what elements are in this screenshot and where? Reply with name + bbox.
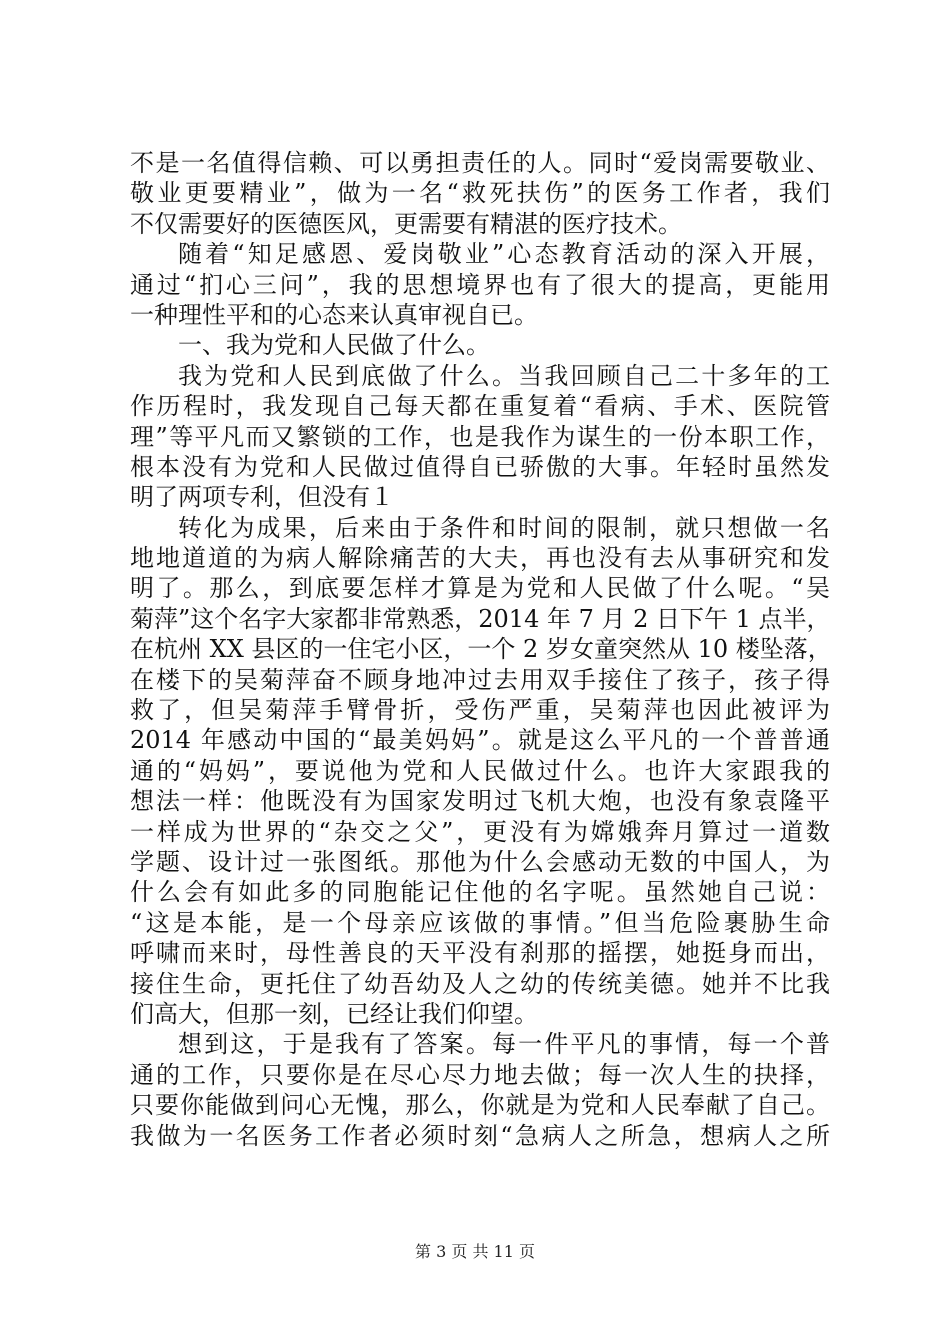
text-line: 接住生命，更托住了幼吾幼及人之幼的传统美德。她并不比我 [130,969,830,998]
text-line: 只要你能做到问心无愧，那么，你就是为党和人民奉献了自己。 [130,1091,830,1120]
page-number-footer: 第 3 页 共 11 页 [415,1242,535,1261]
body-text [130,148,830,1151]
text-line: 通的工作，只要你是在尽心尽力地去做；每一次人生的抉择， [130,1060,830,1089]
paragraph-first-line: 转化为成果，后来由于条件和时间的限制，就只想做一名 [178,513,830,542]
text-line: 地地道道的为病人解除痛苦的大夫，再也没有去从事研究和发 [130,544,830,573]
text-line: 敬业更要精业”，做为一名“救死扶伤”的医务工作者，我们 [130,179,830,208]
text-line: 2014 年感动中国的“最美妈妈”。就是这么平凡的一个普普通 [130,726,830,755]
text-line: “这是本能，是一个母亲应该做的事情。”但当危险裹胁生命 [130,908,830,937]
text-line: 救了，但吴菊萍手臂骨折，受伤严重，吴菊萍也因此被评为 [130,696,830,725]
section-heading: 一、我为党和人民做了什么。 [178,331,490,360]
text-line: 根本没有为党和人民做过值得自已骄傲的大事。年轻时虽然发 [130,452,830,481]
text-line: 明了两项专利，但没有１ [130,483,394,512]
text-line: 菊萍”这个名字大家都非常熟悉，2014 年 7 月 2 日下午 1 点半， [130,604,831,633]
text-line: 学题、设计过一张图纸。那他为什么会感动无数的中国人，为 [130,847,830,876]
text-line: 想法一样：他既没有为国家发明过飞机大炮，也没有象袁隆平 [130,787,830,816]
text-line: 什么会有如此多的同胞能记住他的名字呢。虽然她自己说： [130,878,830,907]
text-line: 通过“扪心三问”，我的思想境界也有了很大的提高，更能用 [130,270,830,299]
text-line: 们高大，但那一刻，已经让我们仰望。 [130,999,538,1028]
text-line: 不是一名值得信赖、可以勇担责任的人。同时“爱岗需要敬业、 [130,149,830,177]
text-line: 作历程时，我发现自己每天都在重复着“看病、手术、医院管 [130,392,830,421]
text-line: 在杭州 XX 县区的一住宅小区，一个 2 岁女童突然从 10 楼坠落， [130,635,832,664]
paragraph-first-line: 随着“知足感恩、爱岗敬业”心态教育活动的深入开展， [178,240,830,269]
text-line: 我做为一名医务工作者必须时刻“急病人之所急，想病人之所 [130,1121,830,1150]
paragraph-first-line: 我为党和人民到底做了什么。当我回顾自己二十多年的工 [178,361,830,390]
paragraph-first-line: 想到这，于是我有了答案。每一件平凡的事情，每一个普 [178,1030,830,1059]
text-line: 明了。那么，到底要怎样才算是为党和人民做了什么呢。“吴 [130,574,830,603]
text-line: 一种理性平和的心态来认真审视自已。 [130,300,538,329]
text-line: 在楼下的吴菊萍奋不顾身地冲过去用双手接住了孩子，孩子得 [130,665,830,694]
text-line: 理”等平凡而又繁锁的工作，也是我作为谋生的一份本职工作， [130,422,830,451]
text-line: 通的“妈妈”，要说他为党和人民做过什么。也许大家跟我的 [130,756,830,785]
text-line: 呼啸而来时，母性善良的天平没有刹那的摇摆，她挺身而出， [130,939,830,968]
text-line: 不仅需要好的医德医风，更需要有精湛的医疗技术。 [130,209,682,238]
text-line: 一样成为世界的“杂交之父”，更没有为嫦娥奔月算过一道数 [130,817,830,846]
